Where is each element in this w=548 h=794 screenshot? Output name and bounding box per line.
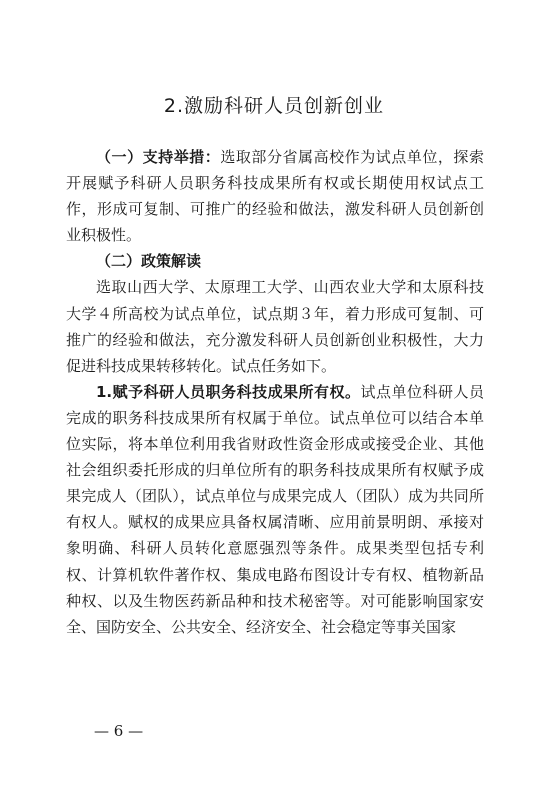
page-number: — 6 —: [94, 722, 144, 740]
section2-heading-text: （二）政策解读: [96, 252, 202, 271]
section1-label: （一）支持举措：: [96, 148, 221, 166]
page-title: 2.激励科研人员创新创业: [163, 95, 385, 117]
item1-text: 试点单位科研人员完成的职务科技成果所有权属于单位。试点单位可以结合本单位实际，将本单位利用我省财政性资金形成或接受企业、其他社会组织委托形成的归单位所有的职务科技成果所有权赋予成果完成人（团队），试点单位与成果完成人（团队）成为共同所有权人。赋权的成果应具备权属清晰、应用前景明朗、承接对象明确、科研人员转化意愿强烈等条件。成果类型包括专利权、计算机软件著作权、集成电路布图设计专有权、植物新品种权、以及生物医药新品种和技术秘密等。对可能影响国家安全、国防安全、公共安全、经济安全、社会稳定等事关国家: [66, 382, 484, 636]
item1-paragraph: [66, 379, 484, 640]
item1-label: 1.赋予科研人员职务科技成果所有权。: [96, 382, 361, 401]
section2-paragraph: 选取山西大学、太原理工大学、山西农业大学和太原科技大学４所高校为试点单位，试点期３年，着力形成可复制、可推广的经验和做法，充分激发科研人员创新创业积极性，大力促进科技成果转移转化。试点任务如下。: [66, 278, 484, 375]
section2-heading: [66, 248, 484, 274]
section1-paragraph: [66, 144, 484, 248]
section1-text: 选取部分省属高校作为试点单位，探索开展赋予科研人员职务科技成果所有权或长期使用权试点工作，形成可复制、可推广的经验和做法，激发科研人员创新创业积极性。: [66, 148, 484, 245]
document-body: [66, 144, 484, 640]
